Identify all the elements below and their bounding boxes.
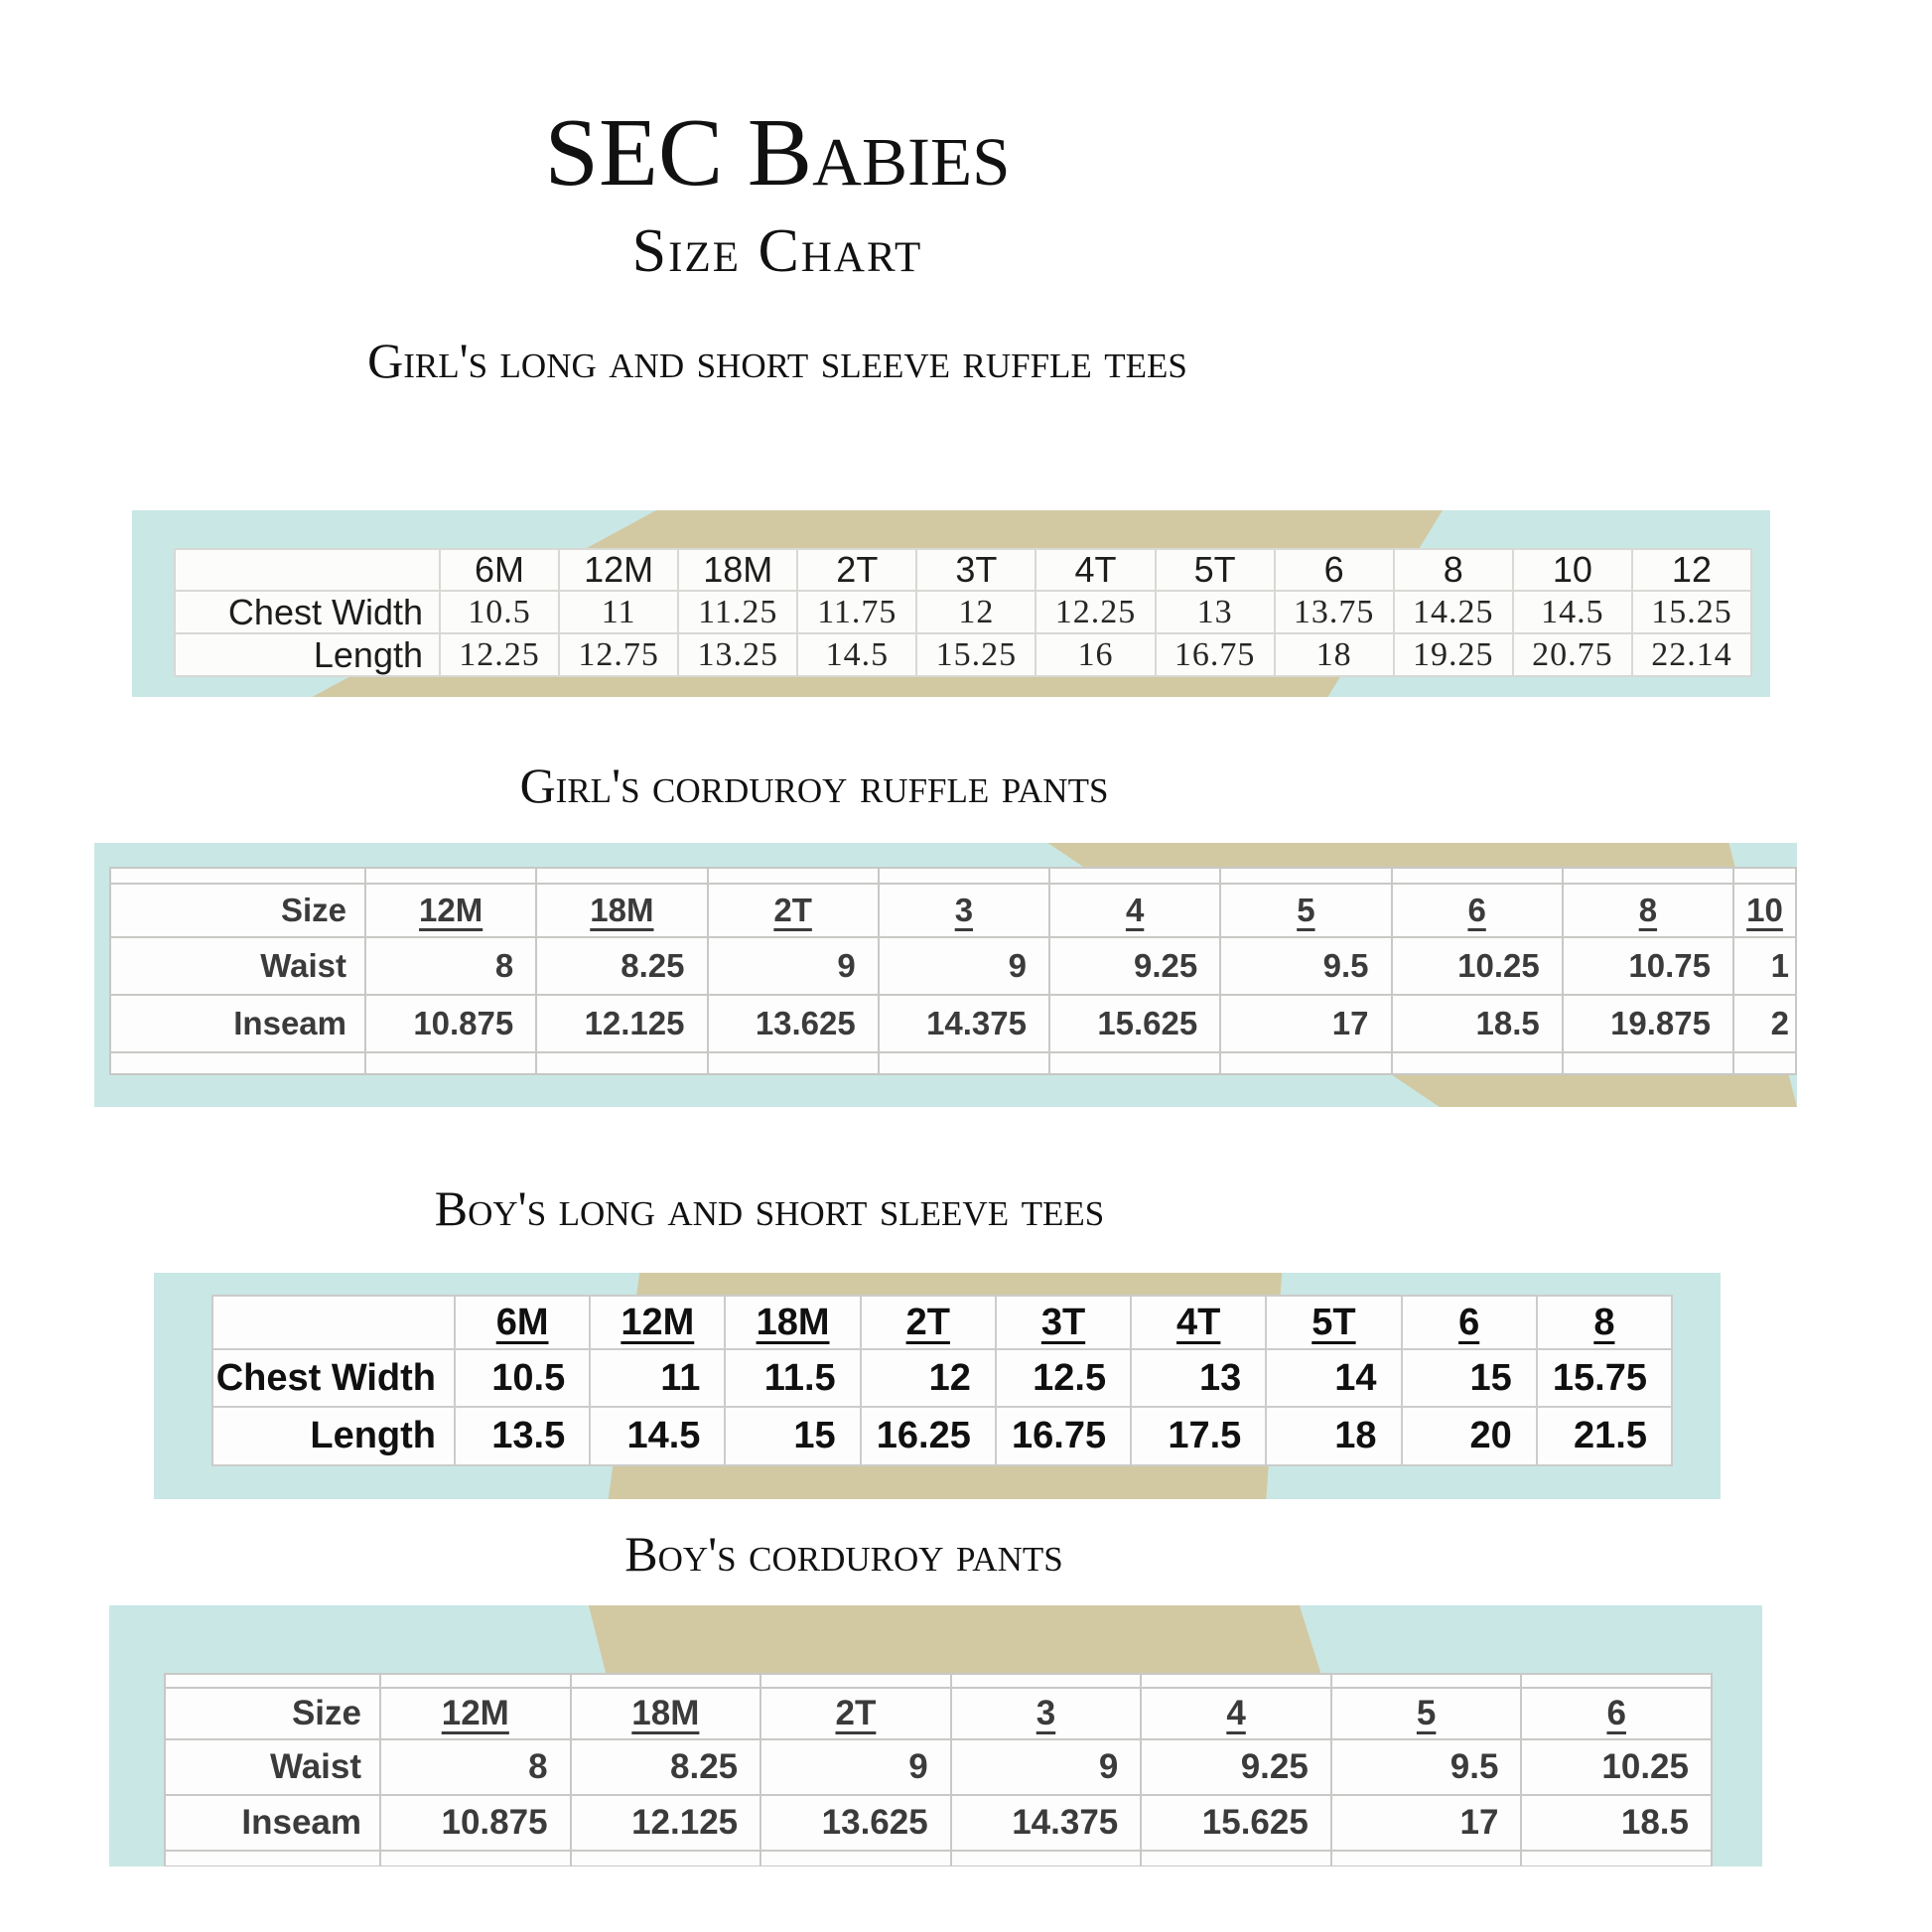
value-cell: 11 xyxy=(560,592,677,632)
column-header xyxy=(880,885,1048,936)
value-cell: 10.875 xyxy=(381,1796,570,1850)
column-header-text: 18M xyxy=(590,892,654,928)
decor-band-girls_pants xyxy=(94,843,1797,1107)
value-cell: 12.25 xyxy=(1036,592,1154,632)
row-label: Length xyxy=(176,634,439,675)
spacer-cell xyxy=(1050,869,1219,883)
section-heading-girls_pants: Girl's corduroy ruffle pants xyxy=(519,758,1109,813)
spacer-cell xyxy=(1221,1053,1390,1073)
column-header xyxy=(1403,1297,1536,1348)
value-cell: 10.875 xyxy=(366,996,535,1051)
value-cell: 12.125 xyxy=(537,996,706,1051)
row-label: Inseam xyxy=(111,996,364,1051)
column-header xyxy=(1142,1689,1330,1738)
value-cell: 14 xyxy=(1267,1350,1400,1406)
column-header xyxy=(572,1689,760,1738)
value-cell: 1 xyxy=(1734,938,1795,994)
column-header xyxy=(1157,550,1274,590)
value-cell: 9 xyxy=(761,1740,950,1794)
column-header-text: 8 xyxy=(1593,1301,1615,1343)
size-table-boys_tees xyxy=(211,1295,1673,1466)
section-heading-boys_pants: Boy's corduroy pants xyxy=(624,1526,1063,1582)
column-header xyxy=(1132,1297,1265,1348)
spacer-cell xyxy=(1564,1053,1732,1073)
spacer-cell xyxy=(381,1675,570,1687)
spacer-cell xyxy=(1332,1675,1521,1687)
value-cell: 9 xyxy=(952,1740,1141,1794)
column-header-text: 5T xyxy=(1311,1301,1356,1343)
value-cell: 18 xyxy=(1267,1408,1400,1464)
column-header xyxy=(709,885,878,936)
spacer-cell xyxy=(761,1852,950,1865)
corner-label: Size xyxy=(111,885,364,936)
column-header-text: 5T xyxy=(1193,550,1236,590)
value-cell: 13.5 xyxy=(456,1408,589,1464)
value-cell: 9.5 xyxy=(1332,1740,1521,1794)
value-cell: 11.75 xyxy=(798,592,915,632)
column-header-text: 4T xyxy=(1074,550,1117,590)
decor-band-boys_tees xyxy=(154,1273,1721,1499)
value-cell: 8.25 xyxy=(537,938,706,994)
value-cell: 10.75 xyxy=(1564,938,1732,994)
column-header xyxy=(591,1297,724,1348)
column-header-text: 4 xyxy=(1125,892,1145,928)
value-cell: 11.25 xyxy=(679,592,796,632)
column-header-text: 3T xyxy=(955,550,998,590)
page-title: SEC Babies xyxy=(544,99,1011,207)
column-header-text: 2T xyxy=(905,1301,950,1343)
spacer-cell xyxy=(1522,1675,1711,1687)
spacer-cell xyxy=(537,869,706,883)
value-cell: 10.25 xyxy=(1522,1740,1711,1794)
value-cell: 9.25 xyxy=(1142,1740,1330,1794)
section-heading-boys_tees: Boy's long and short sleeve tees xyxy=(434,1180,1105,1236)
value-cell: 10.25 xyxy=(1393,938,1562,994)
spacer-cell xyxy=(1142,1675,1330,1687)
value-cell: 20 xyxy=(1403,1408,1536,1464)
value-cell: 11 xyxy=(591,1350,724,1406)
value-cell: 13.25 xyxy=(679,634,796,675)
value-cell: 12 xyxy=(917,592,1035,632)
value-cell: 12 xyxy=(862,1350,995,1406)
spacer-cell xyxy=(709,869,878,883)
column-header xyxy=(917,550,1035,590)
column-header-text: 3T xyxy=(1040,1301,1086,1343)
column-header xyxy=(679,550,796,590)
column-header-text: 6 xyxy=(1606,1694,1626,1732)
value-cell: 9 xyxy=(880,938,1048,994)
value-cell: 15 xyxy=(726,1408,859,1464)
value-cell: 18.5 xyxy=(1522,1796,1711,1850)
spacer-cell xyxy=(1564,869,1732,883)
value-cell: 13 xyxy=(1157,592,1274,632)
column-header-text: 6M xyxy=(495,1301,549,1343)
spacer-cell xyxy=(761,1675,950,1687)
column-header xyxy=(1332,1689,1521,1738)
value-cell: 11.5 xyxy=(726,1350,859,1406)
column-header xyxy=(952,1689,1141,1738)
value-cell: 17 xyxy=(1221,996,1390,1051)
spacer-cell xyxy=(952,1675,1141,1687)
column-header xyxy=(1276,550,1393,590)
spacer-cell xyxy=(1734,1053,1795,1073)
spacer-cell xyxy=(1142,1852,1330,1865)
decor-band-boys_pants xyxy=(109,1605,1762,1866)
column-header xyxy=(1393,885,1562,936)
value-cell: 16.75 xyxy=(1157,634,1274,675)
spacer-cell xyxy=(1050,1053,1219,1073)
spacer-cell xyxy=(572,1675,760,1687)
column-header xyxy=(366,885,535,936)
column-header xyxy=(1050,885,1219,936)
value-cell: 12.125 xyxy=(572,1796,760,1850)
column-header-text: 18M xyxy=(631,1694,700,1732)
row-label: Waist xyxy=(111,938,364,994)
column-header-text: 12M xyxy=(441,1694,509,1732)
column-header xyxy=(560,550,677,590)
spacer-cell xyxy=(111,1053,364,1073)
value-cell: 15.625 xyxy=(1050,996,1219,1051)
column-header-text: 5 xyxy=(1416,1694,1437,1732)
spacer-cell xyxy=(1522,1852,1711,1865)
size-table-girls_pants xyxy=(109,867,1797,1075)
value-cell: 14.375 xyxy=(952,1796,1141,1850)
value-cell: 8.25 xyxy=(572,1740,760,1794)
column-header xyxy=(1221,885,1390,936)
value-cell: 12.5 xyxy=(997,1350,1130,1406)
value-cell: 16 xyxy=(1036,634,1154,675)
column-header-text: 18M xyxy=(703,550,773,590)
column-header xyxy=(456,1297,589,1348)
value-cell: 13.625 xyxy=(709,996,878,1051)
column-header-text: 18M xyxy=(756,1301,830,1343)
value-cell: 14.375 xyxy=(880,996,1048,1051)
value-cell: 8 xyxy=(381,1740,570,1794)
column-header-text: 12M xyxy=(584,550,654,590)
column-header xyxy=(1564,885,1732,936)
value-cell: 17.5 xyxy=(1132,1408,1265,1464)
value-cell: 14.5 xyxy=(591,1408,724,1464)
column-header xyxy=(997,1297,1130,1348)
spacer-cell xyxy=(1393,1053,1562,1073)
value-cell: 21.5 xyxy=(1538,1408,1671,1464)
row-label: Inseam xyxy=(166,1796,379,1850)
spacer-cell xyxy=(709,1053,878,1073)
column-header-text: 12M xyxy=(621,1301,695,1343)
column-header-text: 12 xyxy=(1671,550,1712,590)
corner-label xyxy=(213,1297,454,1348)
value-cell: 14.5 xyxy=(798,634,915,675)
column-header-text: 6M xyxy=(475,550,525,590)
value-cell: 13.75 xyxy=(1276,592,1393,632)
value-cell: 12.75 xyxy=(560,634,677,675)
value-cell: 22.14 xyxy=(1633,634,1750,675)
column-header xyxy=(726,1297,859,1348)
value-cell: 10.5 xyxy=(456,1350,589,1406)
column-header xyxy=(1036,550,1154,590)
spacer-cell xyxy=(537,1053,706,1073)
spacer-cell xyxy=(366,869,535,883)
spacer-cell xyxy=(880,869,1048,883)
value-cell: 20.75 xyxy=(1514,634,1631,675)
column-header xyxy=(1267,1297,1400,1348)
value-cell: 18 xyxy=(1276,634,1393,675)
section-heading-girls_tees: Girl's long and short sleeve ruffle tees xyxy=(367,333,1187,388)
column-header-text: 4T xyxy=(1176,1301,1221,1343)
spacer-cell xyxy=(1332,1852,1521,1865)
spacer-cell xyxy=(1734,869,1795,883)
value-cell: 18.5 xyxy=(1393,996,1562,1051)
column-header-text: 2T xyxy=(773,892,812,928)
column-header xyxy=(761,1689,950,1738)
column-header-text: 6 xyxy=(1467,892,1486,928)
value-cell: 14.25 xyxy=(1395,592,1512,632)
spacer-cell xyxy=(111,869,364,883)
size-table-boys_pants xyxy=(164,1673,1713,1866)
column-header xyxy=(1538,1297,1671,1348)
column-header-text: 5 xyxy=(1297,892,1315,928)
value-cell: 15.75 xyxy=(1538,1350,1671,1406)
row-label: Chest Width xyxy=(176,592,439,632)
spacer-cell xyxy=(1221,869,1390,883)
column-header xyxy=(537,885,706,936)
column-header-text: 2T xyxy=(836,550,879,590)
value-cell: 9 xyxy=(709,938,878,994)
value-cell: 16.25 xyxy=(862,1408,995,1464)
value-cell: 15 xyxy=(1403,1350,1536,1406)
row-label: Chest Width xyxy=(213,1350,454,1406)
spacer-cell xyxy=(166,1852,379,1865)
column-header xyxy=(862,1297,995,1348)
value-cell: 15.25 xyxy=(917,634,1035,675)
column-header xyxy=(1395,550,1512,590)
value-cell: 12.25 xyxy=(441,634,558,675)
value-cell: 8 xyxy=(366,938,535,994)
spacer-cell xyxy=(880,1053,1048,1073)
spacer-cell xyxy=(166,1675,379,1687)
column-header xyxy=(441,550,558,590)
row-label: Length xyxy=(213,1408,454,1464)
size-table-girls_tees xyxy=(174,548,1752,677)
column-header-text: 4 xyxy=(1226,1694,1246,1732)
column-header xyxy=(1633,550,1750,590)
column-header-text: 10 xyxy=(1746,892,1783,928)
column-header-text: 8 xyxy=(1638,892,1658,928)
value-cell: 17 xyxy=(1332,1796,1521,1850)
value-cell: 2 xyxy=(1734,996,1795,1051)
column-header-text: 6 xyxy=(1323,550,1344,590)
value-cell: 9.5 xyxy=(1221,938,1390,994)
spacer-cell xyxy=(366,1053,535,1073)
corner-label xyxy=(176,550,439,590)
value-cell: 13.625 xyxy=(761,1796,950,1850)
spacer-cell xyxy=(381,1852,570,1865)
column-header-text: 10 xyxy=(1552,550,1592,590)
column-header xyxy=(1514,550,1631,590)
value-cell: 13 xyxy=(1132,1350,1265,1406)
page-subtitle: Size Chart xyxy=(631,217,923,285)
column-header-text: 12M xyxy=(419,892,483,928)
value-cell: 19.25 xyxy=(1395,634,1512,675)
value-cell: 15.25 xyxy=(1633,592,1750,632)
value-cell: 16.75 xyxy=(997,1408,1130,1464)
value-cell: 9.25 xyxy=(1050,938,1219,994)
decor-band-girls_tees xyxy=(132,510,1770,697)
corner-label: Size xyxy=(166,1689,379,1738)
value-cell: 10.5 xyxy=(441,592,558,632)
spacer-cell xyxy=(1393,869,1562,883)
value-cell: 19.875 xyxy=(1564,996,1732,1051)
value-cell: 15.625 xyxy=(1142,1796,1330,1850)
row-label: Waist xyxy=(166,1740,379,1794)
column-header-text: 3 xyxy=(954,892,974,928)
column-header-text: 6 xyxy=(1458,1301,1480,1343)
column-header-text: 8 xyxy=(1443,550,1463,590)
column-header-text: 3 xyxy=(1035,1694,1056,1732)
value-cell: 14.5 xyxy=(1514,592,1631,632)
column-header xyxy=(798,550,915,590)
spacer-cell xyxy=(572,1852,760,1865)
column-header-text: 2T xyxy=(835,1694,877,1732)
spacer-cell xyxy=(952,1852,1141,1865)
column-header xyxy=(1522,1689,1711,1738)
column-header xyxy=(1734,885,1795,936)
column-header xyxy=(381,1689,570,1738)
